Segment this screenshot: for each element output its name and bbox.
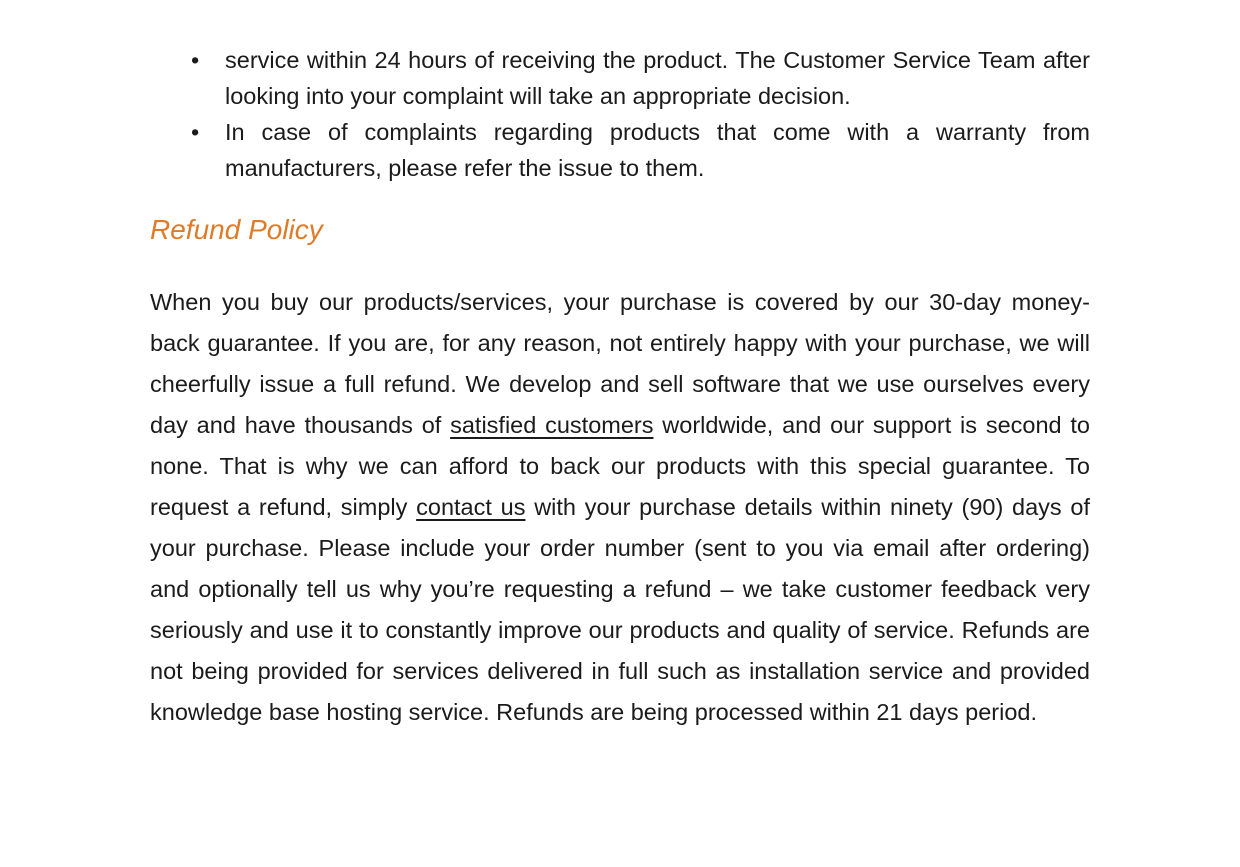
bullet-icon: • [191,119,200,145]
paragraph-text: with your purchase details within ninety (90) days of your purchase. Please include your order number (sent to you via email after ordering) and optionally tell us why you’re requesting a refund – we take customer feedback very seriously and use it to constantly improve our products and quality of service. Refunds are not being provided for services delivered in full such as installation service and provided knowledge base hosting service. Refunds are being processed within 21 days period. [150,494,1090,725]
bullet-list [150,42,1090,186]
list-item-text: service within 24 hours of receiving the product. The Customer Service Team after looking into your complaint will take an appropriate decision. [225,47,1090,109]
list-item [150,114,1090,186]
document-content [0,42,1240,733]
list-item [150,42,1090,114]
paragraph-text: worldwide, and our support is second to none. That is why we can afford to back our products with this special guarantee. To request a refund, simply [150,412,1091,520]
refund-policy-paragraph [150,282,1090,733]
satisfied-customers-link[interactable]: satisfied customers [450,412,654,438]
refund-policy-heading: Refund Policy [150,214,323,245]
paragraph-text: When you buy our products/services, your purchase is covered by our 30-day money-back guarantee. If you are, for any reason, not entirely happy with your purchase, we will cheerfully issue a full refund. We develop and sell software that we use ourselves every day and have thousands of [150,289,1090,438]
contact-us-link[interactable]: contact us [416,494,526,520]
bullet-icon: • [191,47,200,73]
list-item-text: In case of complaints regarding products that come with a warranty from manufacturers, please refer the issue to them. [225,119,1090,181]
